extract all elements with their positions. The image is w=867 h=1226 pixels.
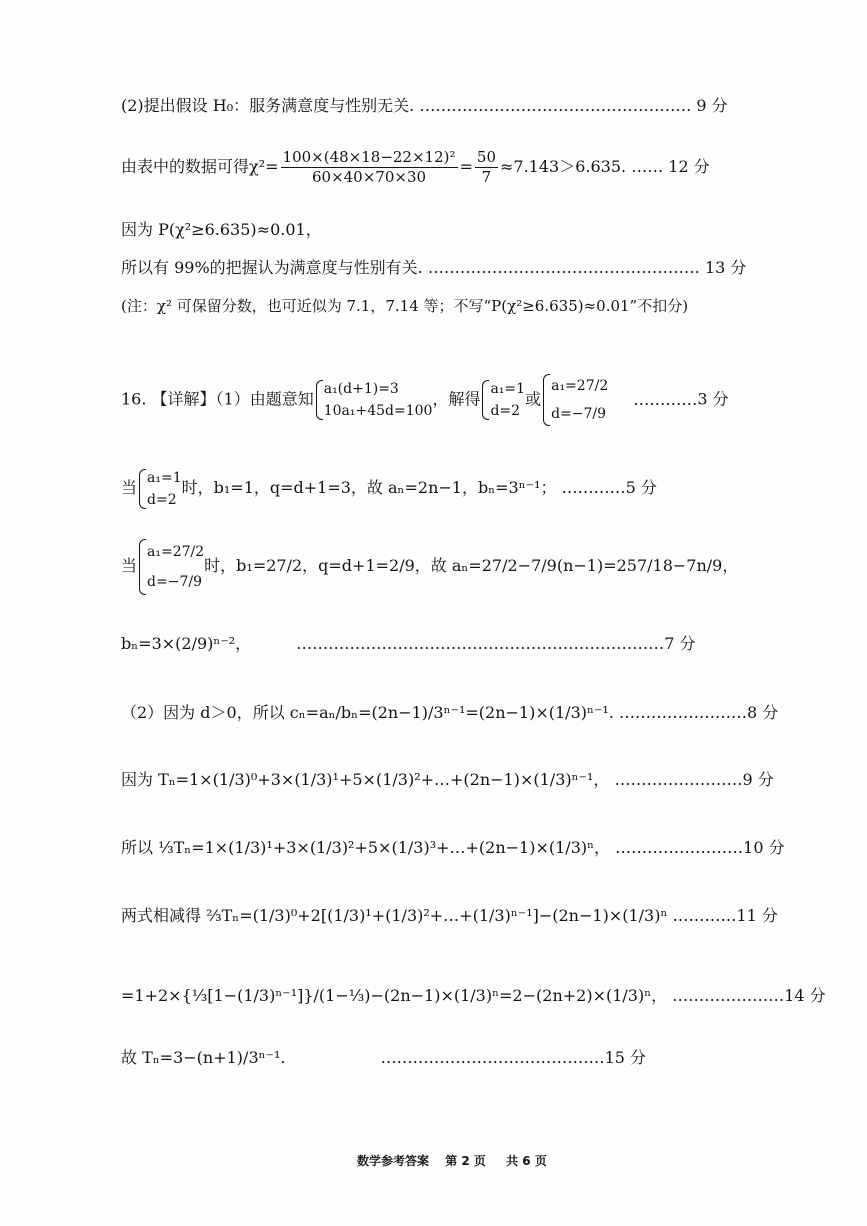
solve-text: ，解得 (432, 389, 481, 409)
leader-dots: …………………………………………… (419, 96, 692, 115)
probability-text: 因为 P(χ²≥6.635)≈0.01， (121, 220, 322, 239)
score-label: 12 分 (668, 157, 710, 176)
equation-row: a₁=27/2 (147, 543, 205, 560)
case-1-line (121, 466, 657, 511)
chi-square-fraction (281, 148, 458, 187)
chi-square-prefix: 由表中的数据可得χ²= (121, 157, 279, 176)
case-2-result: 时，b₁=27/2，q=d+1=2/9，故 aₙ=27/2−7/9(n−1)=257/18−7n/9， (204, 556, 739, 575)
leader-dots: …………………… (615, 838, 744, 857)
tn-formula: 因为 Tₙ=1×(1/3)⁰+3×(1/3)¹+5×(1/3)²+…+(2n−1)×(1/3)ⁿ⁻¹， (121, 770, 610, 789)
footer-title: 数学参考答案 (357, 1154, 430, 1168)
question-16-line (121, 372, 729, 428)
equals-sign: = (459, 157, 473, 176)
cn-formula: （2）因为 d＞0，所以 cₙ=aₙ/bₙ=(2n−1)/3ⁿ⁻¹=(2n−1)×(1/3)ⁿ⁻¹. (121, 703, 614, 722)
subtract-line (121, 906, 778, 926)
equation-row: 10a₁+45d=100 (323, 403, 433, 419)
tn-line (121, 770, 774, 790)
solution-system-2 (541, 372, 608, 428)
footer-page-number: 第 2 页 (445, 1154, 486, 1168)
page-footer (357, 1152, 547, 1169)
leader-dots: ………… (672, 906, 737, 925)
leader-dots: …………………… (618, 703, 747, 722)
leader-dots: ………… (561, 478, 626, 497)
final-line (121, 1048, 646, 1068)
footer-total-pages: 共 6 页 (506, 1154, 547, 1168)
case-2-line (121, 536, 738, 597)
equation-row: a₁=1 (490, 381, 526, 397)
score-label: 14 分 (784, 986, 826, 1005)
bn-line (121, 634, 696, 654)
equation-row: a₁=27/2 (551, 378, 609, 394)
score-label: 7 分 (664, 634, 696, 653)
result-fraction (475, 148, 498, 187)
case-prefix: 当 (121, 556, 138, 575)
leader-dots: …………………………………………… (427, 258, 700, 277)
equation-system (314, 378, 433, 422)
case-1-result: 时，b₁=1，q=d+1=3，故 aₙ=2n−1，bₙ=3ⁿ⁻¹； (181, 478, 557, 497)
score-label: 13 分 (704, 258, 747, 277)
note-line (121, 296, 688, 316)
case-prefix: 当 (121, 478, 138, 497)
leader-dots: ………… (633, 389, 698, 409)
third-tn-formula: 所以 ⅓Tₙ=1×(1/3)¹+3×(1/3)²+5×(1/3)³+…+(2n−1)×(1/3)ⁿ， (121, 838, 611, 857)
equation-row: d=−7/9 (551, 406, 607, 422)
equation-row: d=2 (490, 403, 521, 419)
solution-system-1 (480, 378, 525, 422)
third-tn-line (121, 838, 785, 858)
score-label: 9 分 (696, 96, 728, 115)
final-formula: 故 Tₙ=3−(n+1)/3ⁿ⁻¹. (121, 1048, 286, 1067)
fraction-denominator: 60×40×70×30 (311, 168, 427, 186)
equation-row: a₁(d+1)=3 (323, 381, 399, 397)
hypothesis-line (121, 96, 728, 116)
equation-row: a₁=1 (147, 469, 182, 486)
equation-row: d=−7/9 (147, 573, 202, 590)
score-label: 8 分 (746, 703, 779, 722)
leader-dots: …………………… (614, 770, 743, 789)
hypothesis-text: (2)提出假设 H₀：服务满意度与性别无关. (121, 96, 415, 115)
chi-square-result: ≈7.143＞6.635. …… (500, 157, 664, 176)
score-label: 9 分 (742, 770, 774, 789)
subtract-formula: 两式相减得 ⅔Tₙ=(1/3)⁰+2[(1/3)¹+(1/3)²+…+(1/3)ⁿ⁻¹]−(2n−1)×(1/3)ⁿ (121, 906, 668, 925)
score-label: 15 分 (604, 1048, 647, 1067)
score-label: 10 分 (743, 838, 785, 857)
simplify-line (121, 986, 826, 1006)
fraction-denominator: 7 (481, 168, 492, 186)
leader-dots: …………………………………………………………… (296, 634, 665, 653)
or-text: 或 (525, 389, 542, 409)
leader-dots: ………………… (672, 986, 785, 1005)
fraction-numerator: 100×(48×18−22×12)² (282, 148, 456, 166)
score-label: 5 分 (625, 478, 657, 497)
simplify-formula: =1+2×{⅓[1−(1/3)ⁿ⁻¹]}/(1−⅓)−(2n−1)×(1/3)ⁿ=2−(2n+2)×(1/3)ⁿ， (121, 986, 668, 1005)
chi-square-line (121, 148, 710, 187)
conclusion-text: 所以有 99%的把握认为满意度与性别有关. (121, 258, 423, 277)
score-label: 11 分 (736, 906, 778, 925)
leader-dots: …………………………………… (380, 1048, 605, 1067)
case-2-system (137, 537, 204, 597)
fraction-numerator: 50 (476, 148, 496, 166)
note-text: (注：χ² 可保留分数，也可近似为 7.1，7.14 等；不写“P(χ²≥6.635)≈0.01”不扣分) (121, 297, 689, 315)
score-label: 3 分 (697, 389, 729, 409)
probability-line (121, 220, 322, 240)
case-1-system (137, 467, 182, 511)
equation-row: d=2 (147, 491, 177, 508)
conclusion-line (121, 258, 746, 278)
question-16-intro: 16. 【详解】（1）由题意知 (121, 389, 314, 409)
bn-formula: bₙ=3×(2/9)ⁿ⁻²， (121, 634, 252, 653)
cn-line (121, 703, 778, 723)
